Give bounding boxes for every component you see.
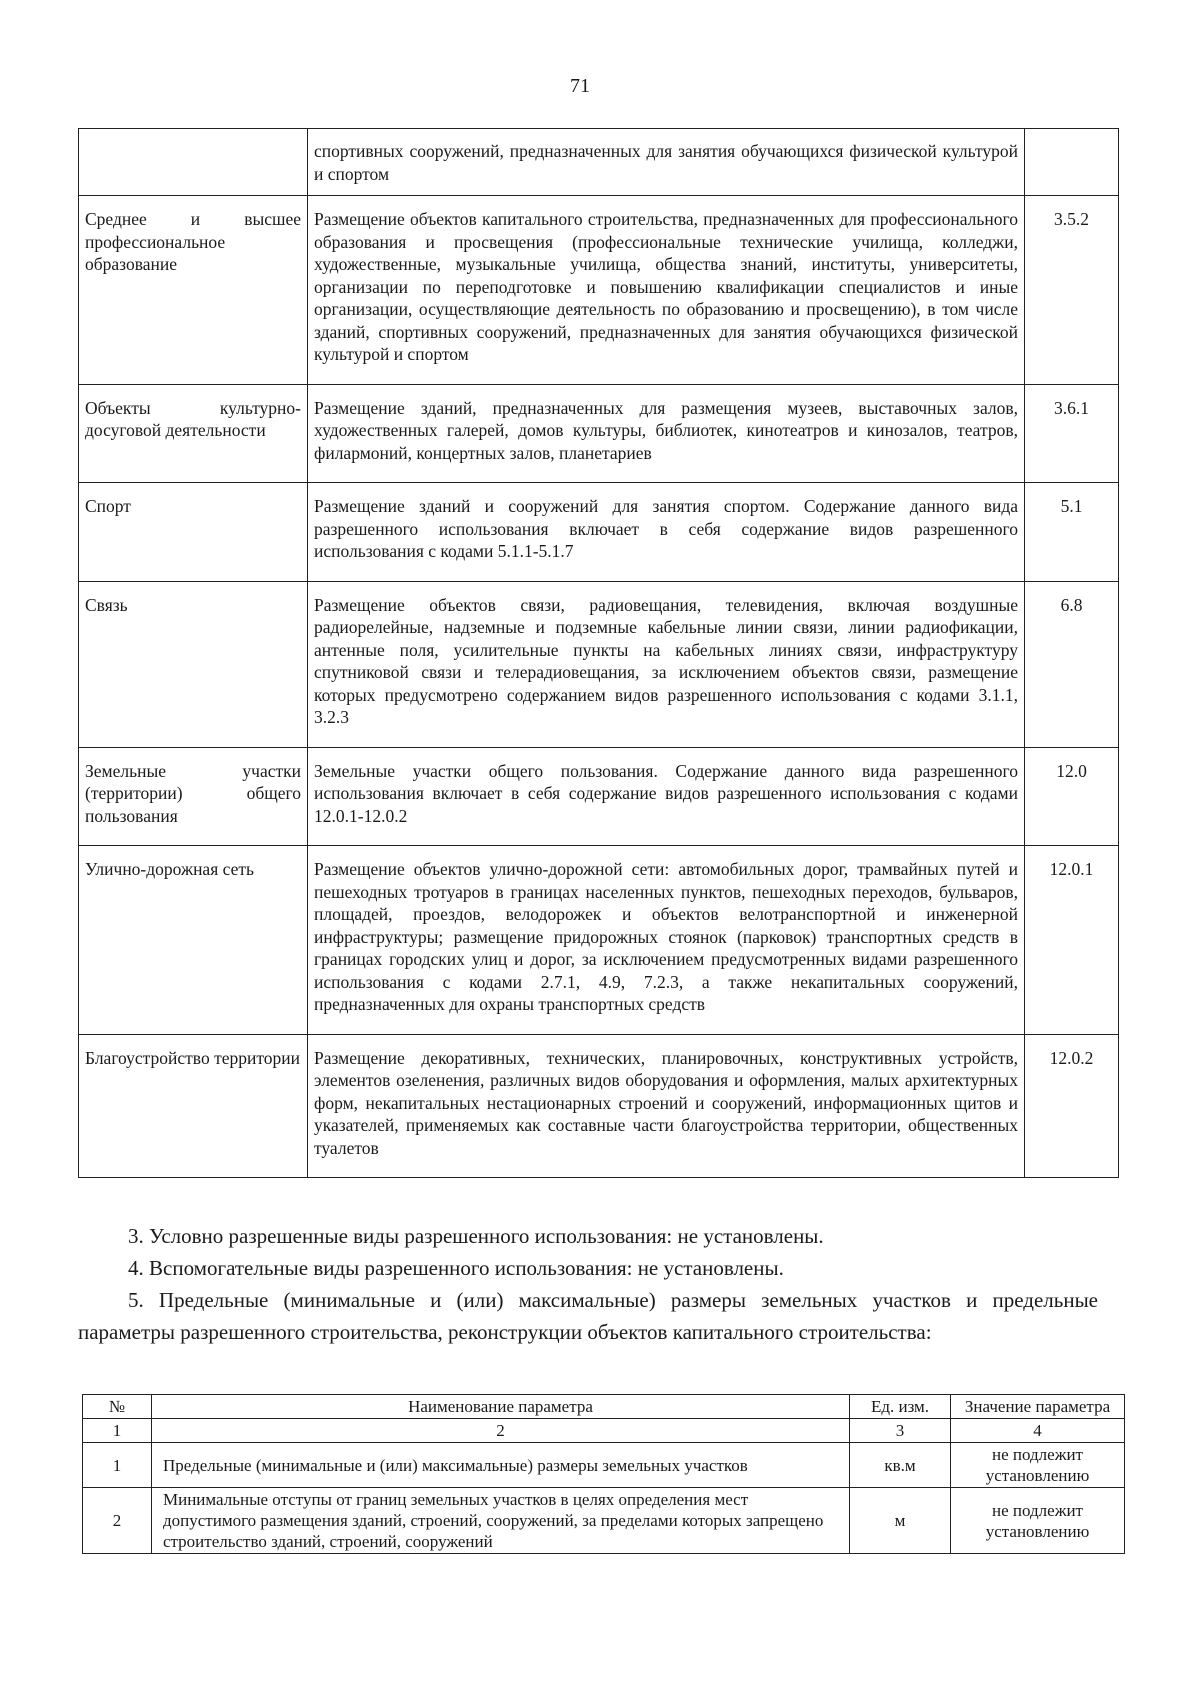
- param-number: 2: [83, 1488, 152, 1554]
- table-row: [79, 196, 1119, 385]
- column-number: 3: [850, 1419, 951, 1443]
- table-row: [79, 747, 1119, 846]
- paragraph-5: 5. Предельные (минимальные и (или) максимальные) размеры земельных участков и предельные параметры разрешенного строительства, реконструкции объектов капитального строительства:: [78, 1288, 1098, 1344]
- use-name: Объекты культурно-досуговой деятельности: [79, 384, 308, 483]
- param-unit: кв.м: [850, 1443, 951, 1488]
- use-description: спортивных сооружений, предназначенных для занятия обучающихся физической культурой и спортом: [308, 129, 1025, 196]
- use-name: Спорт: [79, 483, 308, 582]
- table-row: [83, 1488, 1125, 1554]
- header-number: №: [83, 1395, 152, 1419]
- param-number: 1: [83, 1443, 152, 1488]
- use-description: Размещение объектов связи, радиовещания, телевидения, включая воздушные радиорелейные, надземные и подземные кабельные линии связи, линии радиофикации, антенные поля, усилительные пункты на кабельных линиях связи, инфраструктуру спутниковой связи и телерадиовещания, за исключением объектов связи, размещение которых предусмотрено содержанием видов разрешенного использования с кодами 3.1.1, 3.2.3: [308, 581, 1025, 747]
- use-description: Размещение объектов улично-дорожной сети: автомобильных дорог, трамвайных путей и пешеходных тротуаров в границах населенных пунктов, пешеходных переходов, бульваров, площадей, проездов, велодорожек и объектов велотранспортной и инженерной инфраструктуры; размещение придорожных стоянок (парковок) транспортных средств в границах городских улиц и дорог, за исключением предусмотренных видами разрешенного использования с кодами 2.7.1, 4.9, 7.2.3, а также некапитальных сооружений, предназначенных для охраны транспортных средств: [308, 846, 1025, 1035]
- table-row: [79, 846, 1119, 1035]
- use-name: Благоустройство территории: [79, 1034, 308, 1178]
- use-description: Земельные участки общего пользования. Содержание данного вида разрешенного использования включает в себя содержание видов разрешенного использования с кодами 12.0.1-12.0.2: [308, 747, 1025, 846]
- use-name: Среднее и высшее профессиональное образование: [79, 196, 308, 385]
- use-code: 3.5.2: [1025, 196, 1119, 385]
- use-code: 12.0.2: [1025, 1034, 1119, 1178]
- use-code: 6.8: [1025, 581, 1119, 747]
- column-number: 2: [152, 1419, 850, 1443]
- param-name: Минимальные отступы от границ земельных участков в целях определения мест допустимого размещения зданий, строений, сооружений, за пределами которых запрещено строительство зданий, строений, сооружений: [152, 1488, 850, 1554]
- use-description: Размещение зданий, предназначенных для размещения музеев, выставочных залов, художественных галерей, домов культуры, библиотек, кинотеатров и кинозалов, театров, филармоний, концертных залов, планетариев: [308, 384, 1025, 483]
- paragraph-4: 4. Вспомогательные виды разрешенного использования: не установлены.: [128, 1256, 784, 1280]
- header-value: Значение параметра: [951, 1395, 1125, 1419]
- use-name: Связь: [79, 581, 308, 747]
- parameters-table: [82, 1394, 1125, 1554]
- param-name: Предельные (минимальные и (или) максимальные) размеры земельных участков: [152, 1443, 850, 1488]
- paragraph-3: 3. Условно разрешенные виды разрешенного использования: не установлены.: [128, 1224, 824, 1248]
- use-code: 12.0.1: [1025, 846, 1119, 1035]
- use-code: [1025, 129, 1119, 196]
- column-number: 1: [83, 1419, 152, 1443]
- land-use-table: [78, 128, 1119, 1178]
- table-row: [79, 129, 1119, 196]
- use-name: [79, 129, 308, 196]
- table-row: [79, 483, 1119, 582]
- use-description: Размещение декоративных, технических, планировочных, конструктивных устройств, элементов озеленения, различных видов оборудования и оформления, малых архитектурных форм, некапитальных нестационарных строений и сооружений, информационных щитов и указателей, применяемых как составные части благоустройства территории, общественных туалетов: [308, 1034, 1025, 1178]
- use-code: 3.6.1: [1025, 384, 1119, 483]
- table-row: [79, 1034, 1119, 1178]
- column-number-row: [83, 1419, 1125, 1443]
- table-row: [79, 581, 1119, 747]
- column-number: 4: [951, 1419, 1125, 1443]
- use-description: Размещение объектов капитального строительства, предназначенных для профессионального образования и просвещения (профессиональные технические училища, колледжи, художественные, музыкальные училища, общества знаний, институты, университеты, организации по переподготовке и повышению квалификации специалистов и иные организации, осуществляющие деятельность по образованию и просвещению), в том числе зданий, спортивных сооружений, предназначенных для занятия обучающихся физической культурой и спортом: [308, 196, 1025, 385]
- header-name: Наименование параметра: [152, 1395, 850, 1419]
- table-header-row: [83, 1395, 1125, 1419]
- param-value: не подлежит установлению: [951, 1443, 1125, 1488]
- body-paragraphs: [78, 1220, 1098, 1348]
- header-unit: Ед. изм.: [850, 1395, 951, 1419]
- use-code: 5.1: [1025, 483, 1119, 582]
- table-row: [83, 1443, 1125, 1488]
- param-value: не подлежит установлению: [951, 1488, 1125, 1554]
- use-description: Размещение зданий и сооружений для занятия спортом. Содержание данного вида разрешенного использования включает в себя содержание видов разрешенного использования с кодами 5.1.1-5.1.7: [308, 483, 1025, 582]
- use-name: Улично-дорожная сеть: [79, 846, 308, 1035]
- use-code: 12.0: [1025, 747, 1119, 846]
- page-number: 71: [570, 75, 590, 97]
- use-name: Земельные участки (территории) общего пользования: [79, 747, 308, 846]
- param-unit: м: [850, 1488, 951, 1554]
- table-row: [79, 384, 1119, 483]
